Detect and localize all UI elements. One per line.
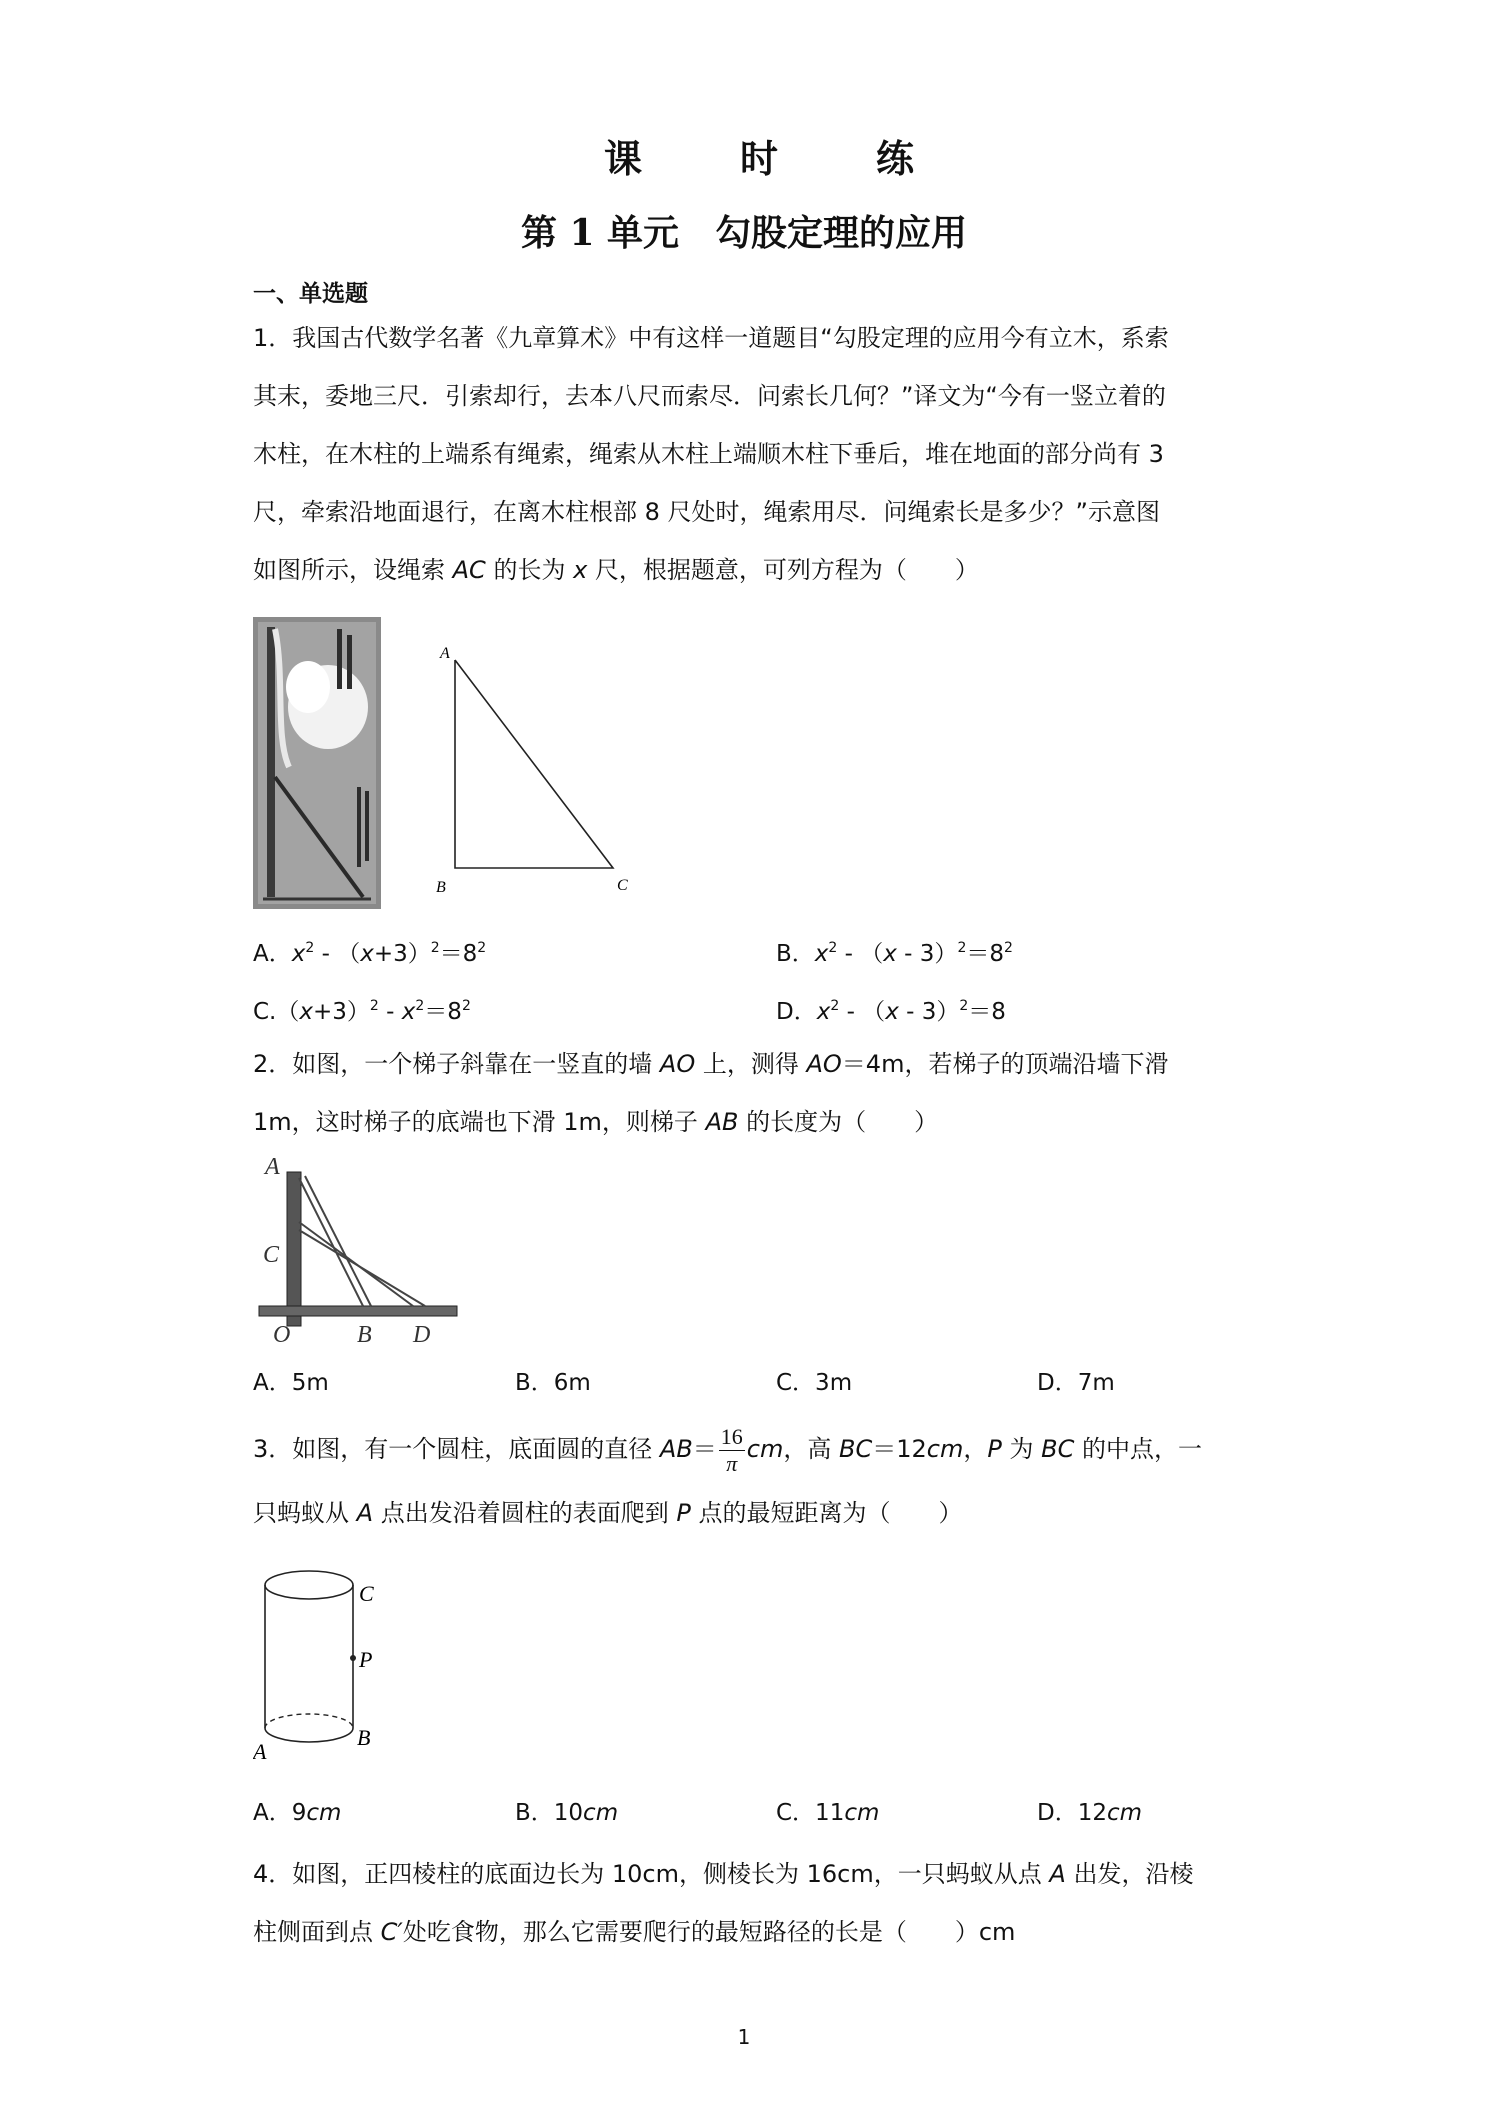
q2-option-a[interactable]: A．5m [253,1370,329,1396]
q2-line: 2．如图，一个梯子斜靠在一竖直的墙 AO 上，测得 AO＝4m，若梯子的顶端沿墙下滑 [253,1050,1169,1078]
q4-line: 柱侧面到点 C′处吃食物，那么它需要爬行的最短路径的长是（ ）cm [253,1918,1016,1946]
q3-option-a[interactable]: A．9cm [253,1800,342,1826]
vertex-label-c: C [617,877,628,894]
point-label-b: B [357,1725,371,1750]
q1-option-a[interactable]: A．$x^2 - (x+3)^2=8^2$ [253,940,487,967]
point-label-c: C [359,1581,374,1606]
q1-line: 尺，牵索沿地面退行，在离木柱根部 8 尺处时，绳索用尽．问绳索长是多少？”示意图 [253,498,1160,526]
section-heading: 一、单选题 [253,281,368,307]
q2-line: 1m，这时梯子的底端也下滑 1m，则梯子 AB 的长度为（ ） [253,1108,939,1136]
point-label-d: D [413,1322,431,1347]
q3-option-c[interactable]: C．11cm [776,1800,880,1826]
question-1-text [253,309,1253,599]
unit-subtitle: 第 1 单元 勾股定理的应用 [520,212,968,254]
q2-ladder-diagram [253,1152,463,1347]
point-label-a: A [265,1154,280,1180]
q3-line: 只蚂蚁从 A 点出发沿着圆柱的表面爬到 P 点的最短距离为（ ） [253,1499,963,1527]
q2-option-b[interactable]: B．6m [515,1370,591,1396]
question-3-text [253,1414,1253,1542]
q1-ancient-illustration [253,617,381,909]
q1-line: 其末，委地三尺．引索却行，去本八尺而索尽．问索长几何？”译文为“今有一竖立着的 [253,382,1166,410]
point-label-c: C [263,1242,280,1268]
q1-line: 如图所示，设绳索 AC 的长为 x 尺，根据题意，可列方程为（ ） [253,556,979,584]
point-label-o: O [273,1322,291,1347]
q1-option-c[interactable]: $C.(x+3)^2 - x^2=8^2$ [253,998,471,1025]
q1-line: 1．我国古代数学名著《九章算术》中有这样一道题目“勾股定理的应用今有立木，系索 [253,324,1169,352]
point-label-b: B [357,1322,372,1347]
page-number: 1 [737,2025,751,2049]
q4-line: 4．如图，正四棱柱的底面边长为 10cm，侧棱长为 16cm，一只蚂蚁从点 A 出发，沿棱 [253,1860,1194,1888]
question-4-text [253,1845,1253,1961]
vertex-label-a: A [440,645,450,662]
question-2-text [253,1035,1253,1151]
q3-cylinder-diagram [253,1565,393,1765]
q1-option-d[interactable]: D．$x^2 - (x - 3)^2=8$ [776,998,1006,1025]
point-label-p: P [359,1647,373,1672]
vertex-label-b: B [436,879,446,896]
q2-option-d[interactable]: D．7m [1037,1370,1115,1396]
q1-line: 木柱，在木柱的上端系有绳索，绳索从木柱上端顺木柱下垂后，堆在地面的部分尚有 3 [253,440,1164,468]
q1-option-b[interactable]: B．$x^2 - (x - 3)^2=8^2$ [776,940,1013,967]
q3-option-d[interactable]: D．12cm [1037,1800,1143,1826]
q1-triangle-diagram [430,640,645,900]
point-label-a: A [253,1739,267,1764]
page-title: 课 时 练 [603,136,944,181]
q3-line: 3．如图，有一个圆柱，底面圆的直径 AB＝ $\frac{16}{\pi}$ cm，高 BC＝12cm，P 为 BC 的中点，一 [253,1423,1202,1476]
q3-option-b[interactable]: B．10cm [515,1800,619,1826]
fraction: $\frac{16}{\pi}$ [720,1423,743,1476]
q2-option-c[interactable]: C．3m [776,1370,853,1396]
